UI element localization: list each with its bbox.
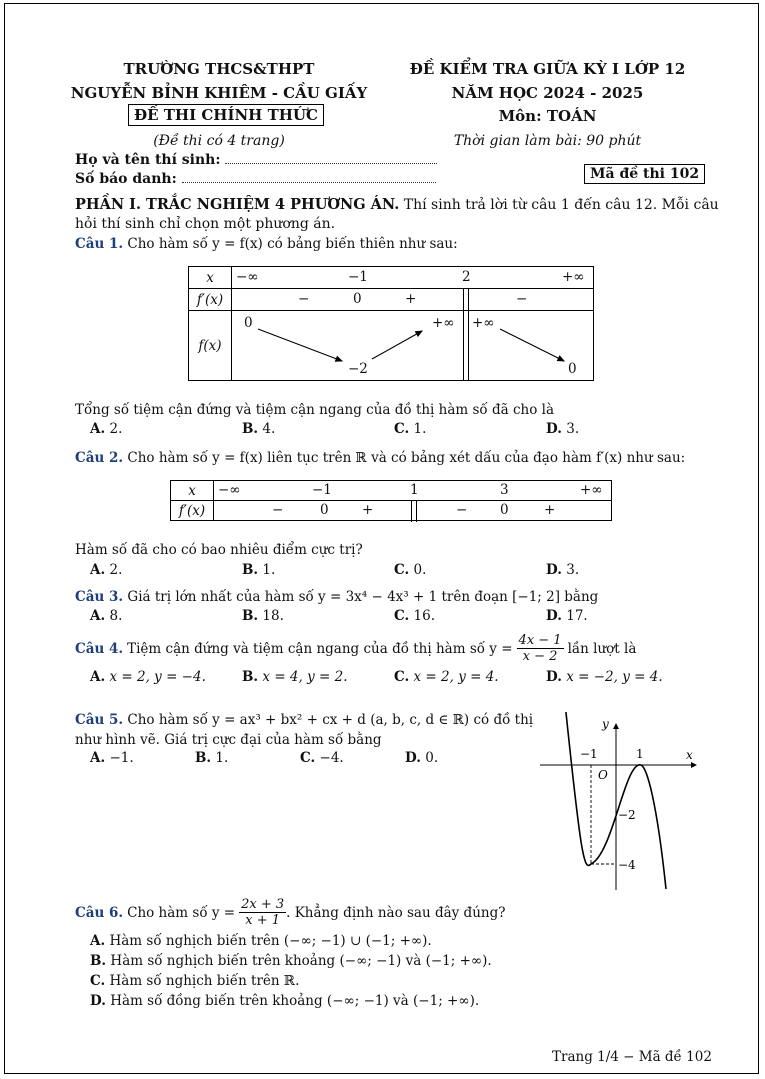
q5-stem <box>75 712 533 728</box>
q2-sign-table <box>170 480 612 521</box>
q2-text: Cho hàm số y = f(x) liên tục trên ℝ và có bảng xét dấu của đạo hàm f′(x) như sau: <box>127 450 686 466</box>
q2-x-pos-inf: +∞ <box>580 482 603 498</box>
q2-row-fp-label: f′(x) <box>171 501 214 521</box>
q4-b-key: B. <box>242 669 259 685</box>
school-name-line1: TRƯỜNG THCS&THPT <box>123 60 315 78</box>
q2-x-3: 3 <box>500 482 509 498</box>
q6-label: Câu 6. <box>75 904 124 921</box>
q1-d-val: 3. <box>561 421 580 437</box>
name-line <box>225 163 437 164</box>
q1-row-f-label: f(x) <box>189 311 232 381</box>
q5-d-key: D. <box>405 750 421 766</box>
q4-text-pre: Tiệm cận đứng và tiệm cận ngang của đồ thị hàm số y = <box>127 640 513 657</box>
q5-c-val: −4. <box>315 750 344 766</box>
q1-variation-table <box>188 266 594 381</box>
q2-d-val: 3. <box>561 562 580 578</box>
subject: Môn: TOÁN <box>498 107 597 125</box>
q4-c-key: C. <box>394 669 410 685</box>
q1-b-val: 4. <box>258 421 276 437</box>
q5-label-y: y <box>602 717 609 731</box>
q4-d-key: D. <box>546 669 562 685</box>
q5-tick-m2: −2 <box>618 808 636 822</box>
q1-x-2: 2 <box>462 269 471 285</box>
q1-label: Câu 1. <box>75 236 124 252</box>
q2-row-x-label: x <box>171 481 214 501</box>
q6-b-val: Hàm số nghịch biến trên khoảng (−∞; −1) và (−1; +∞). <box>106 953 492 969</box>
q5-tick-m1: −1 <box>580 747 598 761</box>
q3-d-val: 17. <box>561 608 588 624</box>
q1-b-key: B. <box>242 421 259 437</box>
q6-option-a[interactable] <box>90 933 432 949</box>
q2-option-b[interactable] <box>242 562 275 578</box>
q2-x-neg-inf: −∞ <box>218 482 241 498</box>
q3-d-key: D. <box>546 608 562 624</box>
q3-option-a[interactable] <box>90 608 122 624</box>
q3-a-val: 8. <box>105 608 123 624</box>
q1-f-start: 0 <box>244 315 253 331</box>
candidate-name-label <box>75 152 437 168</box>
q2-option-a[interactable] <box>90 562 122 578</box>
q3-b-key: B. <box>242 608 259 624</box>
q6-a-val: Hàm số nghịch biến trên (−∞; −1) ∪ (−1; +∞). <box>105 933 432 949</box>
q5-label: Câu 5. <box>75 712 124 728</box>
q4-fraction <box>517 633 564 664</box>
q5-text1: Cho hàm số y = ax³ + bx² + cx + d (a, b, c, d ∈ ℝ) có đồ thị <box>127 712 534 728</box>
q1-d-key: D. <box>546 421 562 437</box>
q6-d-val: Hàm số đồng biến trên khoảng (−∞; −1) và (−1; +∞). <box>105 993 480 1009</box>
q6-text-post: . Khẳng định nào sau đây đúng? <box>286 904 506 921</box>
q2-b-key: B. <box>242 562 259 578</box>
q1-row-fp <box>232 289 594 311</box>
q2-zero1: 0 <box>320 502 329 518</box>
q1-stem <box>75 236 458 252</box>
school-year: NĂM HỌC 2024 - 2025 <box>451 84 644 102</box>
q2-x-1: 1 <box>410 482 419 498</box>
q2-option-d[interactable] <box>546 562 579 578</box>
q5-a-val: −1. <box>105 750 134 766</box>
q3-stem <box>75 589 598 605</box>
q4-text-post: lần lượt là <box>567 640 637 657</box>
q6-num: 2x + 3 <box>241 897 285 912</box>
q6-stem <box>75 897 505 928</box>
q1-fp-sign2: + <box>405 291 417 307</box>
q1-f-end: 0 <box>568 361 577 377</box>
q1-fp-break <box>463 288 469 312</box>
page-footer: Trang 1/4 − Mã đề 102 <box>552 1049 712 1065</box>
q1-f-top2: +∞ <box>472 315 495 331</box>
q3-option-c[interactable] <box>394 608 435 624</box>
q5-tick-p1: 1 <box>636 747 644 761</box>
q2-zero2: 0 <box>500 502 509 518</box>
q5-d-val: 0. <box>420 750 439 766</box>
q1-c-val: 1. <box>409 421 427 437</box>
q2-sign3: − <box>456 502 468 518</box>
part1-heading <box>75 196 719 213</box>
part1-desc2: hỏi thí sinh chỉ chọn một phương án. <box>75 216 336 232</box>
q5-tick-m4: −4 <box>618 858 636 872</box>
id-label-text: Số báo danh: <box>75 171 177 187</box>
q5-b-val: 1. <box>211 750 229 766</box>
q3-b-val: 18. <box>258 608 284 624</box>
q2-d-key: D. <box>546 562 562 578</box>
q2-label: Câu 2. <box>75 450 124 466</box>
q4-option-d[interactable] <box>546 669 663 685</box>
q5-a-key: A. <box>90 750 106 766</box>
q2-question: Hàm số đã cho có bao nhiêu điểm cực trị? <box>75 542 363 558</box>
q4-a-key: A. <box>90 669 106 685</box>
exam-title: ĐỀ KIỂM TRA GIỮA KỲ I LỚP 12 <box>409 60 686 78</box>
q5-b-key: B. <box>195 750 212 766</box>
q1-option-d[interactable] <box>546 421 579 437</box>
q4-c-val: x = 2, y = 4. <box>409 669 499 685</box>
q6-b-key: B. <box>90 953 107 969</box>
q6-c-key: C. <box>90 973 106 989</box>
q2-c-val: 0. <box>409 562 427 578</box>
q1-text: Cho hàm số y = f(x) có bảng biến thiên như sau: <box>127 236 458 252</box>
q2-row-x <box>214 481 612 501</box>
q6-c-val: Hàm số nghịch biến trên ℝ. <box>105 973 300 989</box>
q3-c-key: C. <box>394 608 410 624</box>
q2-stem <box>75 450 685 466</box>
q1-x-minus1: −1 <box>348 269 368 285</box>
q6-den: x + 1 <box>245 913 280 928</box>
exam-time: Thời gian làm bài: 90 phút <box>453 133 642 149</box>
q6-option-c[interactable] <box>90 973 299 989</box>
q5-option-c[interactable] <box>300 750 344 766</box>
q6-fraction <box>239 897 286 928</box>
q2-c-key: C. <box>394 562 410 578</box>
q1-row-f <box>232 311 594 381</box>
name-label-text: Họ và tên thí sinh: <box>75 152 221 168</box>
q2-b-val: 1. <box>258 562 276 578</box>
q2-sign1: − <box>272 502 284 518</box>
q4-b-val: x = 4, y = 2. <box>258 669 348 685</box>
q3-option-d[interactable] <box>546 608 588 624</box>
q6-a-key: A. <box>90 933 106 949</box>
q3-a-key: A. <box>90 608 106 624</box>
q1-row-x-label: x <box>189 267 232 289</box>
q1-option-c[interactable] <box>394 421 426 437</box>
q6-d-key: D. <box>90 993 106 1009</box>
q1-row-x <box>232 267 594 289</box>
id-line <box>182 182 436 183</box>
q5-text2: như hình vẽ. Giá trị cực đại của hàm số bằng <box>75 732 382 748</box>
q1-f-min: −2 <box>348 361 368 377</box>
q1-f-top1: +∞ <box>432 315 455 331</box>
q4-a-val: x = 2, y = −4. <box>105 669 206 685</box>
q2-option-c[interactable] <box>394 562 426 578</box>
q1-row-fp-label: f′(x) <box>189 289 232 311</box>
q1-fp-sign3: − <box>516 291 528 307</box>
q5-c-key: C. <box>300 750 316 766</box>
official-badge <box>128 106 324 124</box>
q5-origin: O <box>598 768 608 782</box>
q3-text: Giá trị lớn nhất của hàm số y = 3x⁴ − 4x³ + 1 trên đoạn [−1; 2] bằng <box>127 589 599 605</box>
q2-sign2: + <box>362 502 374 518</box>
official-text: ĐỀ THI CHÍNH THỨC <box>128 104 324 126</box>
q5-graph <box>536 712 706 894</box>
part1-desc1: Thí sinh trả lời từ câu 1 đến câu 12. Mỗi câu <box>403 197 719 213</box>
q4-label: Câu 4. <box>75 640 124 657</box>
candidate-id-label <box>75 171 436 187</box>
q6-option-d[interactable] <box>90 993 479 1009</box>
q2-a-key: A. <box>90 562 106 578</box>
q1-fp-zero: 0 <box>353 291 362 307</box>
q2-a-val: 2. <box>105 562 123 578</box>
q2-x-minus1: −1 <box>312 482 332 498</box>
q4-stem <box>75 633 636 664</box>
q5-option-a[interactable] <box>90 750 134 766</box>
pages-note: (Đề thi có 4 trang) <box>153 133 285 149</box>
part1-title: PHẦN I. TRẮC NGHIỆM 4 PHƯƠNG ÁN. <box>75 196 400 213</box>
q1-option-b[interactable] <box>242 421 275 437</box>
q1-question: Tổng số tiệm cận đứng và tiệm cận ngang của đồ thị hàm số đã cho là <box>75 402 555 418</box>
exam-code-badge <box>584 166 705 182</box>
q4-den: x − 2 <box>522 649 558 664</box>
q6-option-b[interactable] <box>90 953 492 969</box>
q6-text-pre: Cho hàm số y = <box>127 904 236 921</box>
q4-option-c[interactable] <box>394 669 499 685</box>
q3-option-b[interactable] <box>242 608 284 624</box>
q5-label-x: x <box>686 748 693 762</box>
q2-sign4: + <box>544 502 556 518</box>
q1-a-val: 2. <box>105 421 123 437</box>
q2-break <box>411 500 417 522</box>
q1-arrows <box>232 311 594 381</box>
q4-option-b[interactable] <box>242 669 348 685</box>
q1-c-key: C. <box>394 421 410 437</box>
q1-x-neg-inf: −∞ <box>236 269 259 285</box>
q4-d-val: x = −2, y = 4. <box>561 669 663 685</box>
q1-a-key: A. <box>90 421 106 437</box>
q1-fp-sign1: − <box>298 291 310 307</box>
q3-label: Câu 3. <box>75 589 124 605</box>
q2-row-fp <box>214 501 612 521</box>
exam-code: Mã đề thi 102 <box>584 164 705 184</box>
q4-option-a[interactable] <box>90 669 206 685</box>
q3-c-val: 16. <box>409 608 435 624</box>
q5-option-b[interactable] <box>195 750 228 766</box>
school-name-line2: NGUYỄN BỈNH KHIÊM - CẦU GIẤY <box>70 84 368 102</box>
q4-num: 4x − 1 <box>518 633 562 648</box>
q1-x-pos-inf: +∞ <box>562 269 585 285</box>
q5-option-d[interactable] <box>405 750 438 766</box>
q1-option-a[interactable] <box>90 421 122 437</box>
